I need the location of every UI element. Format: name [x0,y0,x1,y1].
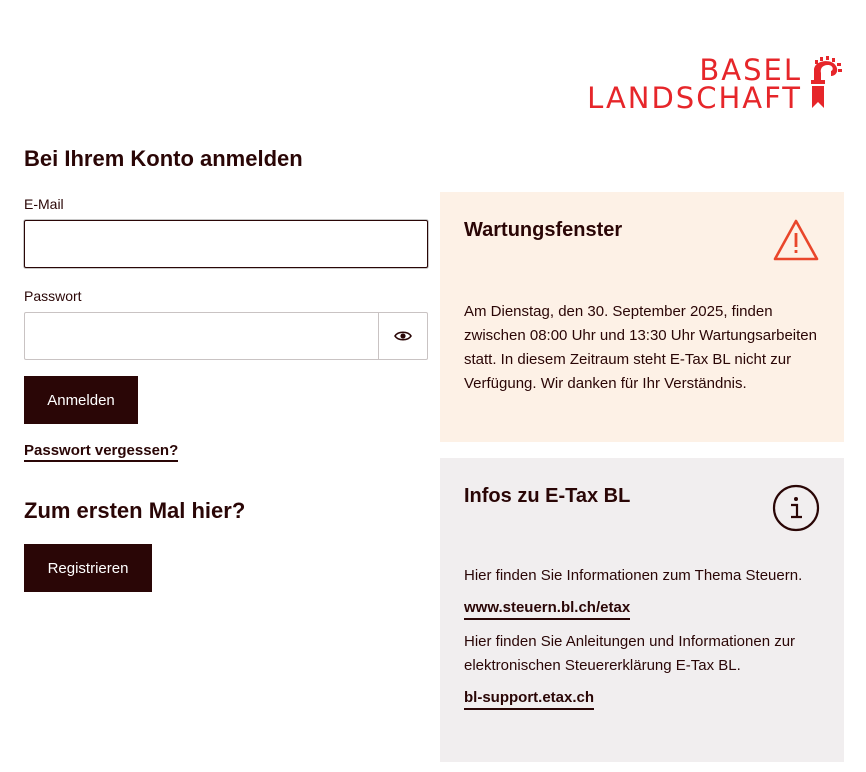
maintenance-title: Wartungsfenster [464,219,623,241]
basel-landschaft-logo[interactable] [587,53,846,115]
info-icon [772,484,820,532]
steuern-link[interactable]: www.steuern.bl.ch/etax [464,598,630,620]
password-field [24,312,428,360]
email-label: E-Mail [24,196,64,212]
maintenance-card [440,192,844,442]
register-button[interactable]: Registrieren [24,544,152,592]
email-input[interactable] [24,220,428,268]
first-time-title: Zum ersten Mal hier? [24,498,246,523]
logo-line-2: LANDSCHAFT [587,81,802,115]
forgot-password-link[interactable]: Passwort vergessen? [24,442,178,462]
info-text-guides: Hier finden Sie Anleitungen und Informationen zur elektronischen Steuererklärung E-Tax BL. [464,633,796,674]
password-visibility-toggle[interactable] [378,313,427,359]
logo-line-1: BASEL [699,53,802,87]
baselstab-icon [806,56,846,112]
info-title: Infos zu E-Tax BL [464,485,631,507]
support-link[interactable]: bl-support.etax.ch [464,688,594,710]
password-label: Passwort [24,288,82,304]
info-text-taxes: Hier finden Sie Informationen zum Thema Steuern. [464,567,803,584]
maintenance-text: Am Dienstag, den 30. September 2025, finden zwischen 08:00 Uhr und 13:30 Uhr Wartungsarbeiten statt. In diesem Zeitraum steht E-Tax BL nicht zur Verfügung. Wir danken für Ihr Verständnis. [464,303,817,392]
password-input[interactable] [25,313,378,359]
eye-icon [394,330,412,342]
logo-text [587,53,802,115]
info-card [440,458,844,762]
warning-icon [772,218,820,262]
login-title: Bei Ihrem Konto anmelden [24,146,303,171]
login-button[interactable]: Anmelden [24,376,138,424]
